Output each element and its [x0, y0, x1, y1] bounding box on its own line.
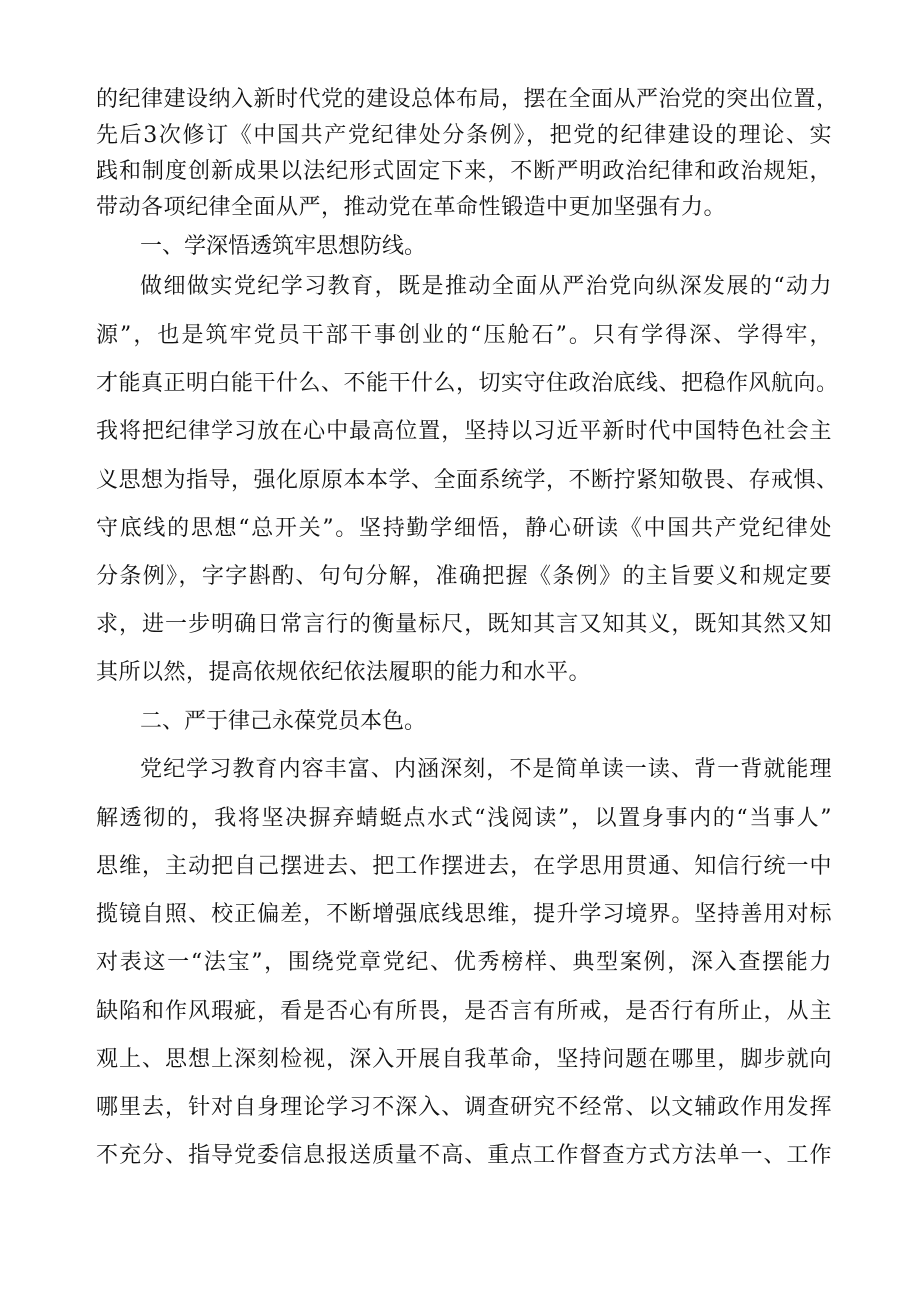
paragraph-line: 思维，主动把自己摆进去、把工作摆进去，在学思用贯通、知信行统一中	[96, 854, 832, 879]
paragraph-line: 分条例》，字字斟酌、句句分解，准确把握《条例》的主旨要义和规定要	[96, 564, 832, 589]
paragraph-line: 揽镜自照、校正偏差，不断增强底线思维，提升学习境界。坚持善用对标	[96, 902, 832, 927]
section-heading-1: 一、学深悟透筑牢思想防线。	[140, 234, 427, 259]
paragraph-line: 才能真正明白能干什么、不能干什么，切实守住政治底线、把稳作风航向。	[96, 371, 839, 396]
paragraph-line: 对表这一“法宝”，围绕党章党纪、优秀榜样、典型案例，深入查摆能力	[96, 950, 832, 975]
paragraph-line: 义思想为指导，强化原原本本学、全面系统学，不断拧紧知敬畏、存戒惧、	[96, 468, 839, 493]
paragraph-line: 其所以然，提高依规依纪依法履职的能力和水平。	[96, 660, 592, 685]
intro-line: 先后3次修订《中国共产党纪律处分条例》，把党的纪律建设的理论、实	[96, 123, 832, 148]
paragraph-line: 源”，也是筑牢党员干部干事创业的“压舱石”。只有学得深、学得牢，	[96, 323, 832, 348]
paragraph-line: 做细做实党纪学习教育，既是推动全面从严治党向纵深发展的“动力	[140, 274, 832, 299]
intro-line: 的纪律建设纳入新时代党的建设总体布局，摆在全面从严治党的突出位置，	[96, 87, 839, 112]
paragraph-line: 守底线的思想“总开关”。坚持勤学细悟，静心研读《中国共产党纪律处	[96, 516, 832, 541]
intro-line: 践和制度创新成果以法纪形式固定下来，不断严明政治纪律和政治规矩，	[96, 159, 832, 184]
paragraph-line: 我将把纪律学习放在心中最高位置，坚持以习近平新时代中国特色社会主	[96, 419, 832, 444]
paragraph-line: 党纪学习教育内容丰富、内涵深刻，不是简单读一读、背一背就能理	[140, 757, 832, 782]
paragraph-line: 不充分、指导党委信息报送质量不高、重点工作督查方式方法单一、工作	[96, 1143, 832, 1168]
paragraph-line: 观上、思想上深刻检视，深入开展自我革命，坚持问题在哪里，脚步就向	[96, 1047, 832, 1072]
intro-line: 带动各项纪律全面从严，推动党在革命性锻造中更加坚强有力。	[96, 195, 727, 220]
paragraph-line: 哪里去，针对自身理论学习不深入、调查研究不经常、以文辅政作用发挥	[96, 1095, 832, 1120]
paragraph-line: 缺陷和作风瑕疵，看是否心有所畏，是否言有所戒，是否行有所止，从主	[96, 999, 832, 1024]
paragraph-line: 解透彻的，我将坚决摒弃蜻蜓点水式“浅阅读”，以置身事内的“当事人”	[96, 806, 832, 831]
section-heading-2: 二、严于律己永葆党员本色。	[140, 709, 427, 734]
paragraph-line: 求，进一步明确日常言行的衡量标尺，既知其言又知其义，既知其然又知	[96, 612, 832, 637]
